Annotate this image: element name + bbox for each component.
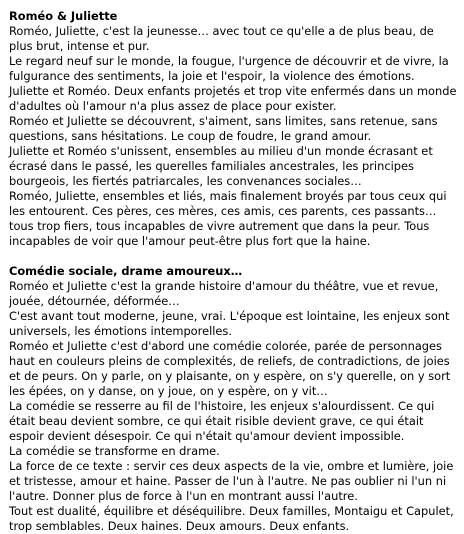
paragraph: Le regard neuf sur le monde, la fougue, l'urgence de découvrir et de vivre, la fulgurance des sentiments, la joie et l'espoir, la violence des émotions.	[9, 54, 449, 83]
paragraph: Roméo, Juliette, ensembles et liés, mais finalement broyés par tous ceux qui les entourent. Ces pères, ces mères, ces amis, ces parents, ces passants… tous trop fiers, tous incapables de vivre autrement que dans la peur. Tous incapables de voir que l'amour peut-être plus fort que la haine.	[9, 189, 447, 248]
paragraph: Roméo et Juliette se découvrent, s'aiment, sans limites, sans retenue, sans questions, sans hésitations. Le coup de foudre, le grand amour.	[9, 114, 438, 143]
paragraph: Roméo et Juliette c'est la grande histoire d'amour du théâtre, vue et revue, jouée, détournée, déformée…	[9, 279, 439, 308]
paragraph: La comédie se resserre au fil de l'histoire, les enjeux s'alourdissent. Ce qui était beau devient sombre, ce qui était risible devient grave, ce qui était espoir devient désespoir. Ce qui n'était qu'amour devient impossible.	[9, 399, 435, 443]
paragraph: La force de ce texte : servir ces deux aspects de la vie, ombre et lumière, joie et tristesse, amour et haine. Passer de l'un à l'autre. Ne pas oublier ni l'un ni l'autre. Donner plus de force à l'un en montrant aussi l'autre.	[9, 459, 454, 503]
paragraph: Roméo, Juliette, c'est la jeunesse… avec tout ce qu'elle a de plus beau, de plus brut, intense et pur.	[9, 24, 434, 53]
paragraph: Juliette et Roméo. Deux enfants projetés et trop vite enfermés dans un monde d'adultes où l'amour n'a plus assez de place pour exister.	[9, 84, 457, 113]
paragraph: Tout est dualité, équilibre et déséquilibre. Deux familles, Montaigu et Capulet, trop semblables. Deux haines. Deux amours. Deux enfants.	[9, 504, 454, 533]
document-body	[9, 9, 459, 534]
paragraph: Roméo et Juliette c'est d'abord une comédie colorée, parée de personnages haut en couleurs pleins de complexités, de reliefs, de contradictions, de joies et de peurs. On y parle, on y plaisante, on y espère, on s'y querelle, on y sort les épées, on y danse, on y joue, on y espère, on y vit…	[9, 339, 451, 398]
paragraph: Juliette et Roméo s'unissent, ensembles au milieu d'un monde écrasant et écrasé dans le passé, les querelles familiales ancestrales, les principes bourgeois, les fiertés patriarcales, les convenances sociales…	[9, 144, 433, 188]
paragraph: C'est avant tout moderne, jeune, vrai. L'époque est lointaine, les enjeux sont universels, les émotions intemporelles.	[9, 309, 450, 338]
paragraph: La comédie se transforme en drame.	[9, 444, 220, 458]
section-title-romeo-juliette: Roméo & Juliette	[9, 9, 118, 23]
section-spacer	[9, 249, 459, 264]
section-title-comedie-sociale: Comédie sociale, drame amoureux…	[9, 264, 243, 278]
